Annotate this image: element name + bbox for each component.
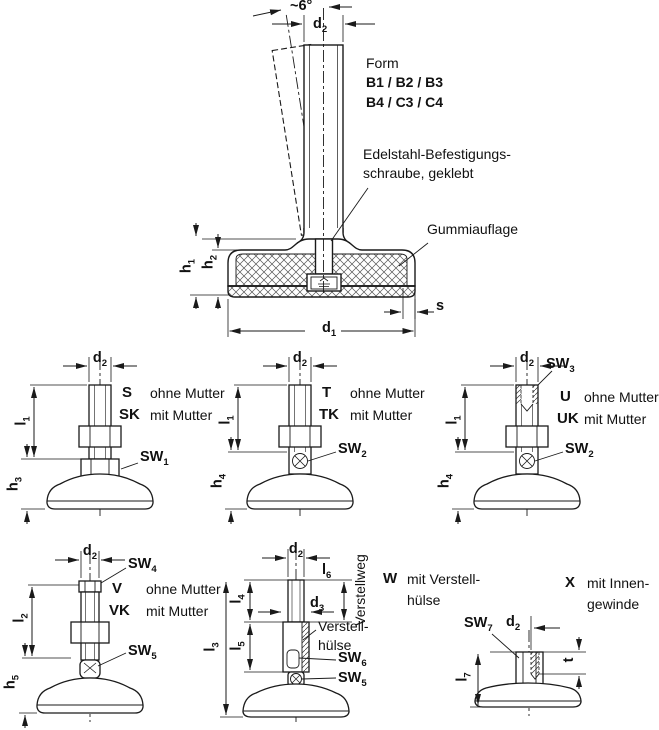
foot-u-dim-l1: $l_1$	[444, 415, 464, 425]
screw-note-line2: schraube, geklebt	[363, 165, 474, 181]
foot-w-dim-sw5: $SW_5$	[338, 670, 367, 689]
dim-label-d2-main: $d_2$	[313, 16, 328, 35]
foot-w-caption-line2: hülse	[407, 592, 441, 608]
foot-w-dim-sw6: $SW_6$	[338, 650, 367, 669]
foot-s-variant2-code: SK	[119, 406, 140, 423]
foot-w-dim-l4: $l_4$	[228, 594, 248, 604]
foot-u-dim-h4: $h_4$	[436, 473, 456, 489]
foot-x-dim-t: t	[561, 657, 577, 663]
foot-t-dim-d2: $d_2$	[292, 350, 308, 369]
foot-x-dim-d2: $d_2$	[506, 614, 521, 633]
rubber-pad-label: Gummiauflage	[427, 221, 519, 237]
foot-s-dim-sw1: $SW_1$	[140, 449, 169, 468]
foot-w-dim-d2: $d_2$	[288, 541, 304, 560]
foot-v-dim-l2: $l_2$	[11, 613, 31, 623]
foot-u-dim-sw2: $SW_2$	[565, 441, 594, 460]
foot-w-art	[220, 548, 352, 722]
foot-v-variant2-text: mit Mutter	[146, 603, 209, 619]
foot-u-variant2-text: mit Mutter	[584, 411, 647, 427]
foot-w-dim-l5: $l_5$	[228, 641, 248, 651]
foot-t-variant1-code: T	[322, 384, 332, 401]
foot-s-dim-h3: $h_3$	[5, 476, 25, 492]
foot-w-travel-label: Verstellweg	[352, 554, 368, 626]
foot-w-dim-l3: $l_3$	[202, 642, 222, 652]
dim-label-s: s	[436, 298, 445, 314]
foot-x-caption-line2: gewinde	[587, 596, 640, 612]
foot-v-variant2-code: VK	[109, 602, 130, 619]
foot-u-dim-sw3: $SW_3$	[546, 356, 575, 375]
foot-v-variant1-text: ohne Mutter	[146, 581, 221, 597]
screw-note-line1: Edelstahl-Befestigungs-	[363, 146, 511, 162]
foot-w-sleeve-label-line1: Verstell-	[318, 618, 369, 634]
dim-label-d1: $d_1$	[322, 320, 337, 339]
angle-dim-label: ~6°	[290, 0, 313, 14]
foot-t-variant2-code: TK	[319, 406, 339, 423]
foot-s-variant2-text: mit Mutter	[150, 407, 213, 423]
foot-v-variant1-code: V	[112, 580, 123, 597]
foot-t-dim-sw2: $SW_2$	[338, 441, 367, 460]
foot-v-art	[19, 551, 143, 728]
foot-v-dim-d2: $d_2$	[82, 543, 98, 562]
foot-u-dim-d2: $d_2$	[519, 350, 535, 369]
foot-x-caption-code: X	[565, 574, 576, 591]
foot-u-variant1-text: ohne Mutter	[584, 389, 659, 405]
foot-t-dim-l1: $l_1$	[217, 415, 237, 425]
foot-x-dim-l7: $l_7$	[454, 672, 474, 682]
form-variants-line1: B1 / B2 / B3	[366, 74, 444, 90]
foot-s-dim-d2: $d_2$	[92, 350, 108, 369]
foot-s-variant1-text: ohne Mutter	[150, 385, 225, 401]
foot-w-dim-d3: $d_3$	[310, 595, 325, 614]
foot-t-variant2-text: mit Mutter	[350, 407, 413, 423]
foot-x-dim-sw7: $SW_7$	[464, 615, 493, 634]
foot-s-variant1-code: S	[122, 384, 133, 401]
form-heading: Form	[366, 55, 399, 71]
foot-u-variant2-code: UK	[557, 410, 579, 427]
foot-w-caption-line1: mit Verstell-	[407, 571, 481, 587]
foot-x-caption-line1: mit Innen-	[587, 575, 650, 591]
foot-w-dim-l6: $l_6$	[322, 562, 332, 581]
foot-v-dim-sw4: $SW_4$	[128, 556, 157, 575]
form-variants-line2: B4 / C3 / C4	[366, 94, 444, 110]
foot-v-dim-h5: $h_5$	[2, 674, 22, 690]
dim-label-h2: $h_2$	[200, 254, 220, 270]
foot-w-sleeve-label-line2: hülse	[318, 637, 352, 653]
foot-w-caption-code: W	[383, 570, 398, 587]
dim-label-h1: $h_1$	[178, 258, 198, 274]
foot-t-dim-h4: $h_4$	[209, 473, 229, 489]
foot-s-art	[21, 357, 153, 524]
foot-t-variant1-text: ohne Mutter	[350, 385, 425, 401]
foot-v-dim-sw5: $SW_5$	[128, 643, 157, 662]
foot-s-dim-l1: $l_1$	[13, 416, 33, 426]
foot-u-art	[452, 357, 580, 524]
foot-t-art	[225, 357, 353, 524]
foot-u-variant1-code: U	[560, 388, 571, 405]
